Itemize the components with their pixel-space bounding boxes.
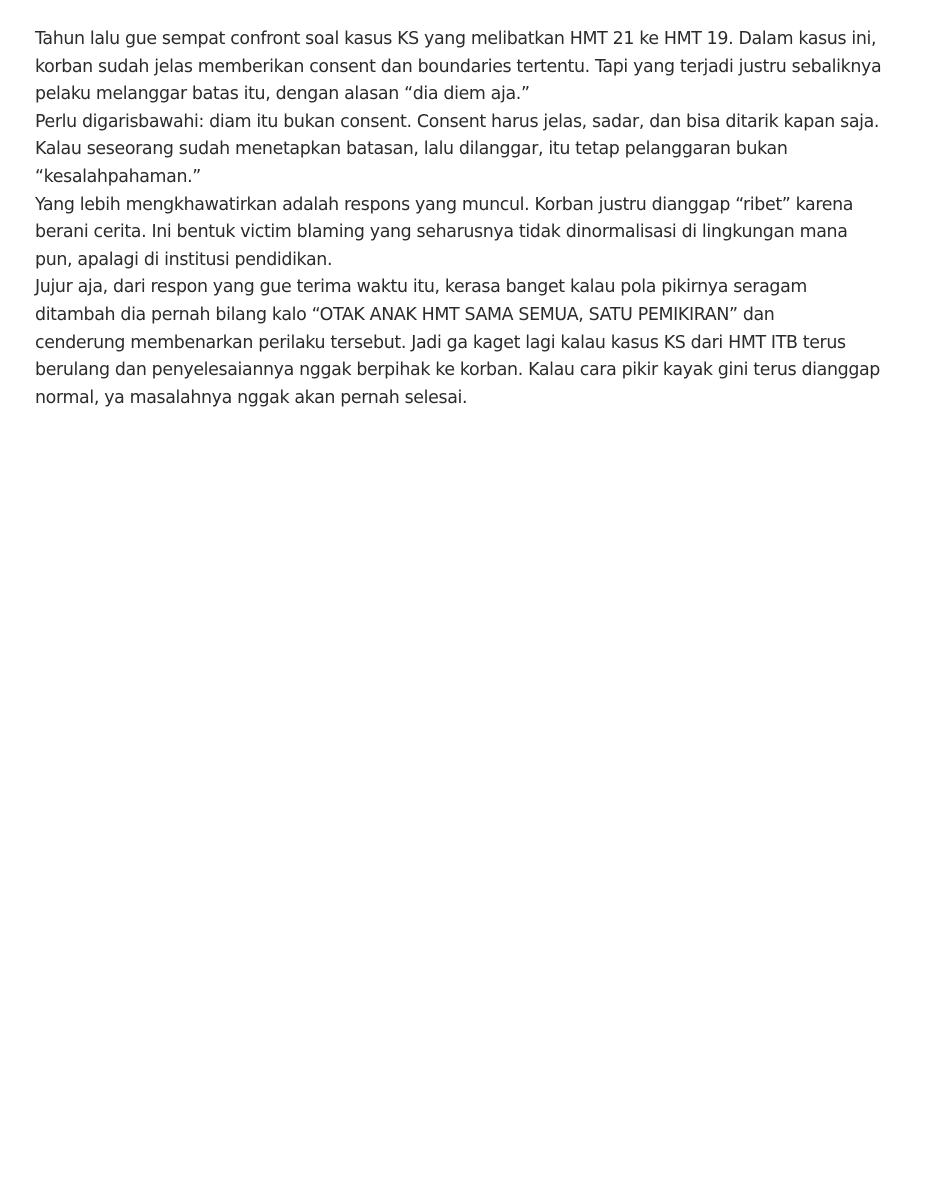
text-line: Yang lebih mengkhawatirkan adalah respons yang muncul. Korban justru dianggap “ribet” karena: [35, 194, 854, 215]
text-line: ditambah dia pernah bilang kalo “OTAK ANAK HMT SAMA SEMUA, SATU PEMIKIRAN” dan: [35, 304, 775, 325]
text-line: berulang dan penyelesaiannya nggak berpihak ke korban. Kalau cara pikir kayak gini terus dianggap: [35, 360, 880, 381]
text-line: pun, apalagi di institusi pendidikan.: [35, 249, 333, 270]
text-line: cenderung membenarkan perilaku tersebut. Jadi ga kaget lagi kalau kasus KS dari HMT ITB terus: [35, 332, 846, 353]
text-line: “kesalahpahaman.”: [35, 166, 201, 187]
text-line: berani cerita. Ini bentuk victim blaming yang seharusnya tidak dinormalisasi di lingkungan mana: [35, 222, 848, 243]
text-line: pelaku melanggar batas itu, dengan alasan “dia diem aja.”: [35, 84, 530, 105]
document-body: [35, 26, 905, 412]
text-line: korban sudah jelas memberikan consent dan boundaries tertentu. Tapi yang terjadi justru sebaliknya: [35, 56, 882, 77]
text-line: Tahun lalu gue sempat confront soal kasus KS yang melibatkan HMT 21 ke HMT 19. Dalam kasus ini,: [35, 29, 877, 49]
text-line: normal, ya masalahnya nggak akan pernah selesai.: [35, 387, 468, 408]
text-line: Kalau seseorang sudah menetapkan batasan, lalu dilanggar, itu tetap pelanggaran bukan: [35, 139, 788, 160]
text-line: Perlu digarisbawahi: diam itu bukan consent. Consent harus jelas, sadar, dan bisa ditarik kapan saja.: [35, 111, 880, 132]
text-line: Jujur aja, dari respon yang gue terima waktu itu, kerasa banget kalau pola pikirnya seragam: [35, 277, 807, 298]
